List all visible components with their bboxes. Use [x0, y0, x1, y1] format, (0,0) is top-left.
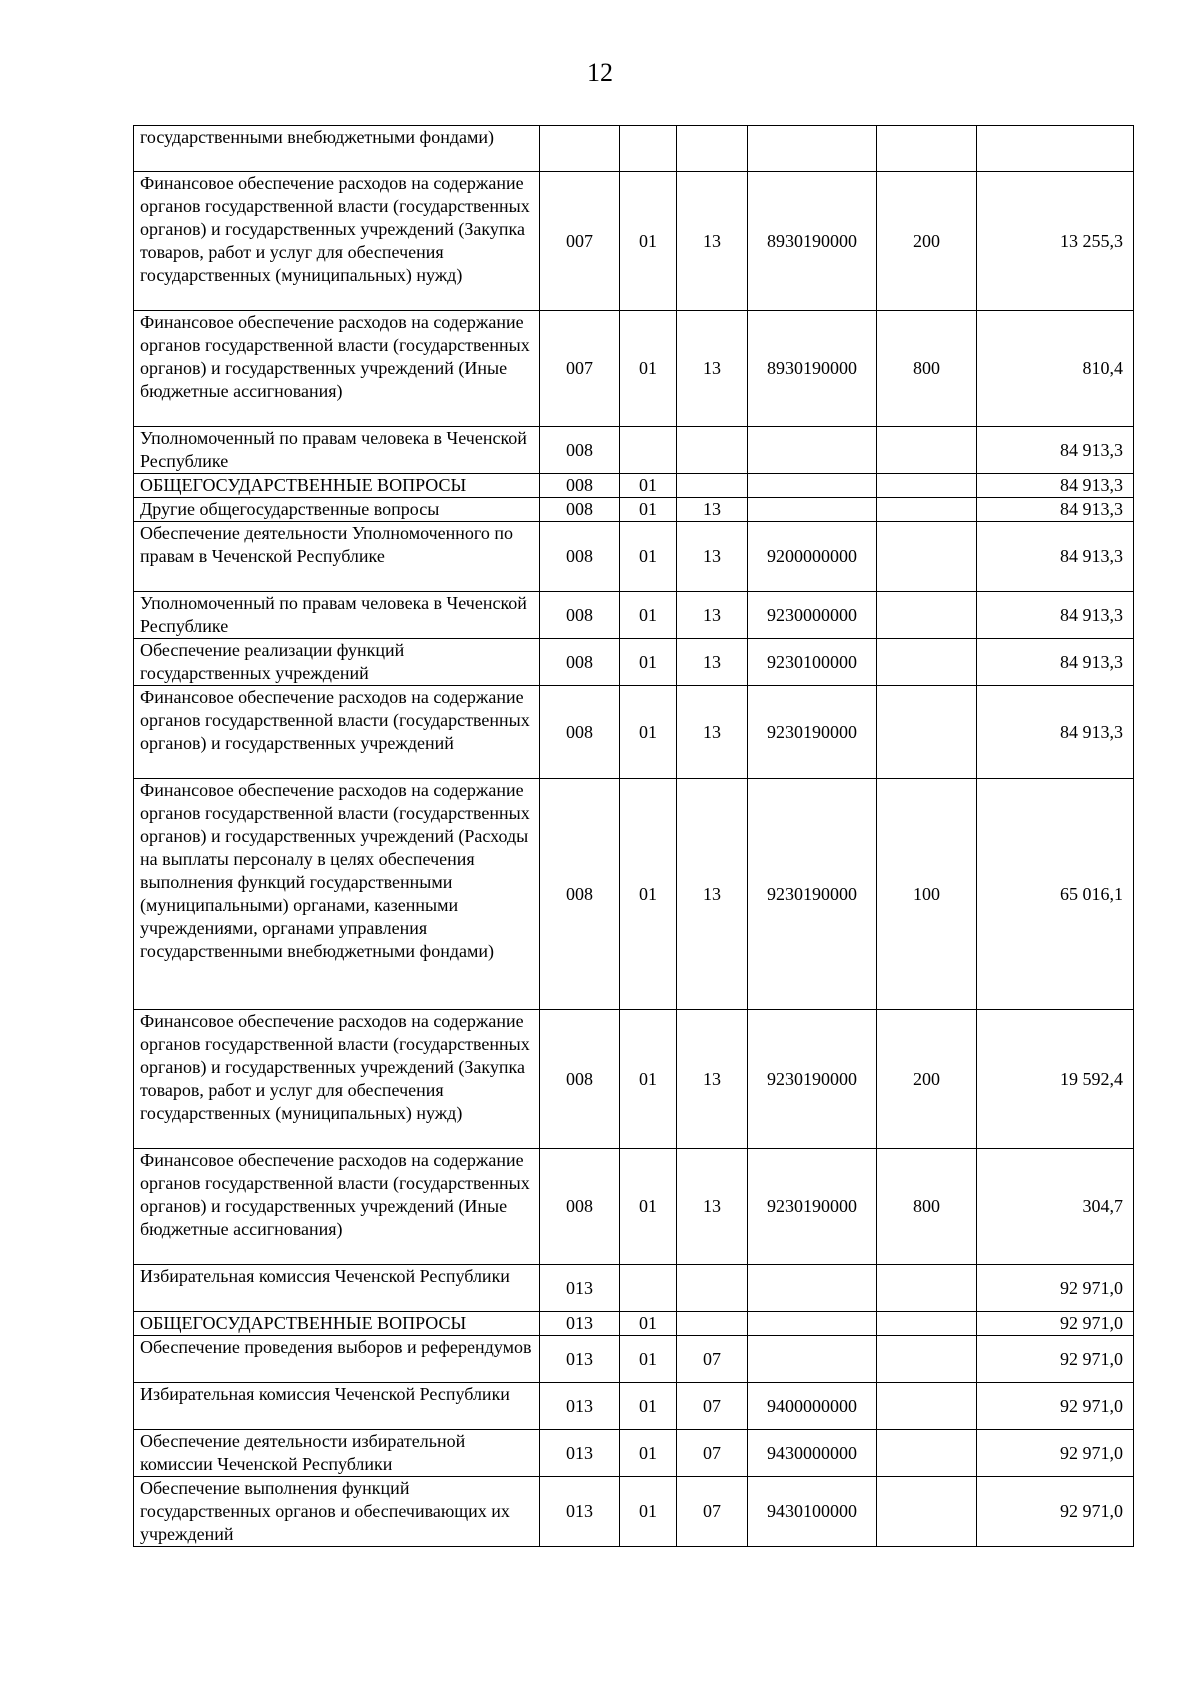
row-rz: 01	[620, 1430, 677, 1477]
row-vr: 200	[877, 1010, 977, 1149]
row-amount: 92 971,0	[977, 1312, 1134, 1336]
row-amount: 84 913,3	[977, 474, 1134, 498]
row-amount: 304,7	[977, 1149, 1134, 1265]
row-rz: 01	[620, 639, 677, 686]
row-amount: 84 913,3	[977, 686, 1134, 779]
row-name: Другие общегосударственные вопросы	[134, 498, 540, 522]
table-row	[134, 779, 1134, 1010]
row-name: Обеспечение деятельности Уполномоченного по правам в Чеченской Республике	[134, 522, 540, 592]
row-ved: 008	[540, 522, 620, 592]
row-csr: 9200000000	[748, 522, 877, 592]
row-ved: 013	[540, 1265, 620, 1312]
row-rz: 01	[620, 1383, 677, 1430]
table-row	[134, 1010, 1134, 1149]
table-row	[134, 427, 1134, 474]
row-rz: 01	[620, 1336, 677, 1383]
row-rz: 01	[620, 498, 677, 522]
table-row	[134, 126, 1134, 172]
table-row	[134, 1265, 1134, 1312]
row-pr: 13	[677, 779, 748, 1010]
row-ved: 008	[540, 686, 620, 779]
row-amount: 92 971,0	[977, 1265, 1134, 1312]
row-rz	[620, 427, 677, 474]
row-csr: 9230190000	[748, 686, 877, 779]
row-csr: 8930190000	[748, 311, 877, 427]
row-amount: 92 971,0	[977, 1336, 1134, 1383]
row-name: Финансовое обеспечение расходов на содержание органов государственной власти (государственных органов) и государственных учреждений (Закупка товаров, работ и услуг для обеспечения государственных (муниципальных) нужд)	[134, 1010, 540, 1149]
row-vr	[877, 474, 977, 498]
row-name: Избирательная комиссия Чеченской Республики	[134, 1265, 540, 1312]
row-rz: 01	[620, 592, 677, 639]
row-name: Финансовое обеспечение расходов на содержание органов государственной власти (государственных органов) и государственных учреждений (Закупка товаров, работ и услуг для обеспечения государственных (муниципальных) нужд)	[134, 172, 540, 311]
table-row	[134, 592, 1134, 639]
row-ved: 013	[540, 1430, 620, 1477]
row-pr: 13	[677, 1010, 748, 1149]
row-name: Уполномоченный по правам человека в Чеченской Республике	[134, 427, 540, 474]
row-amount: 19 592,4	[977, 1010, 1134, 1149]
row-rz: 01	[620, 686, 677, 779]
row-name: Финансовое обеспечение расходов на содержание органов государственной власти (государственных органов) и государственных учреждений (Иные бюджетные ассигнования)	[134, 311, 540, 427]
row-vr	[877, 1430, 977, 1477]
row-ved: 013	[540, 1383, 620, 1430]
row-rz: 01	[620, 311, 677, 427]
row-csr	[748, 1312, 877, 1336]
row-pr	[677, 126, 748, 172]
row-name: Обеспечение деятельности избирательной комиссии Чеченской Республики	[134, 1430, 540, 1477]
row-csr: 8930190000	[748, 172, 877, 311]
row-amount: 92 971,0	[977, 1477, 1134, 1547]
row-name: Финансовое обеспечение расходов на содержание органов государственной власти (государственных органов) и государственных учреждений (Расходы на выплаты персоналу в целях обеспечения выполнения функций государственными (муниципальными) органами, казенными учреждениями, органами управления государственными внебюджетными фондами)	[134, 779, 540, 1010]
table-row	[134, 522, 1134, 592]
row-ved: 008	[540, 779, 620, 1010]
row-csr	[748, 427, 877, 474]
page-number: 12	[587, 58, 613, 87]
row-rz: 01	[620, 1312, 677, 1336]
row-csr: 9230190000	[748, 1149, 877, 1265]
table-row	[134, 311, 1134, 427]
row-name: ОБЩЕГОСУДАРСТВЕННЫЕ ВОПРОСЫ	[134, 1312, 540, 1336]
row-rz	[620, 126, 677, 172]
row-vr	[877, 1336, 977, 1383]
row-pr: 13	[677, 639, 748, 686]
row-pr: 13	[677, 592, 748, 639]
row-name: Финансовое обеспечение расходов на содержание органов государственной власти (государственных органов) и государственных учреждений (Иные бюджетные ассигнования)	[134, 1149, 540, 1265]
row-pr: 07	[677, 1336, 748, 1383]
row-csr: 9430100000	[748, 1477, 877, 1547]
row-ved: 008	[540, 474, 620, 498]
row-ved	[540, 126, 620, 172]
row-vr	[877, 1312, 977, 1336]
row-ved: 008	[540, 592, 620, 639]
row-rz	[620, 1265, 677, 1312]
row-vr: 200	[877, 172, 977, 311]
row-pr: 07	[677, 1383, 748, 1430]
row-vr	[877, 639, 977, 686]
row-pr: 13	[677, 522, 748, 592]
row-name: Обеспечение проведения выборов и референдумов	[134, 1336, 540, 1383]
row-vr	[877, 686, 977, 779]
row-pr	[677, 1265, 748, 1312]
row-pr: 07	[677, 1430, 748, 1477]
row-pr	[677, 474, 748, 498]
row-name: Уполномоченный по правам человека в Чеченской Республике	[134, 592, 540, 639]
row-rz: 01	[620, 1477, 677, 1547]
row-vr	[877, 1477, 977, 1547]
table-row	[134, 1336, 1134, 1383]
row-csr: 9430000000	[748, 1430, 877, 1477]
row-amount: 13 255,3	[977, 172, 1134, 311]
table-row	[134, 1312, 1134, 1336]
row-vr	[877, 1383, 977, 1430]
row-csr	[748, 1265, 877, 1312]
row-vr	[877, 126, 977, 172]
table-row	[134, 498, 1134, 522]
row-vr: 800	[877, 1149, 977, 1265]
row-csr: 9400000000	[748, 1383, 877, 1430]
row-rz: 01	[620, 522, 677, 592]
row-vr	[877, 498, 977, 522]
row-name: государственными внебюджетными фондами)	[134, 126, 540, 172]
row-vr: 800	[877, 311, 977, 427]
row-rz: 01	[620, 474, 677, 498]
row-amount: 84 913,3	[977, 592, 1134, 639]
row-pr: 13	[677, 172, 748, 311]
row-vr	[877, 427, 977, 474]
row-name: ОБЩЕГОСУДАРСТВЕННЫЕ ВОПРОСЫ	[134, 474, 540, 498]
row-vr	[877, 592, 977, 639]
row-vr: 100	[877, 779, 977, 1010]
row-pr: 13	[677, 498, 748, 522]
row-pr	[677, 1312, 748, 1336]
row-ved: 013	[540, 1477, 620, 1547]
row-ved: 013	[540, 1312, 620, 1336]
row-pr: 13	[677, 311, 748, 427]
row-rz: 01	[620, 1149, 677, 1265]
row-ved: 013	[540, 1336, 620, 1383]
row-csr: 9230100000	[748, 639, 877, 686]
row-pr	[677, 427, 748, 474]
row-csr	[748, 474, 877, 498]
row-pr: 13	[677, 686, 748, 779]
table-row	[134, 639, 1134, 686]
row-name: Обеспечение выполнения функций государственных органов и обеспечивающих их учреждений	[134, 1477, 540, 1547]
table-row	[134, 172, 1134, 311]
row-csr	[748, 1336, 877, 1383]
row-ved: 007	[540, 172, 620, 311]
row-rz: 01	[620, 1010, 677, 1149]
row-amount: 84 913,3	[977, 498, 1134, 522]
row-amount: 65 016,1	[977, 779, 1134, 1010]
budget-table	[133, 125, 1134, 1547]
row-pr: 13	[677, 1149, 748, 1265]
row-csr: 9230190000	[748, 779, 877, 1010]
row-amount: 84 913,3	[977, 427, 1134, 474]
row-ved: 007	[540, 311, 620, 427]
row-amount	[977, 126, 1134, 172]
row-csr	[748, 126, 877, 172]
row-ved: 008	[540, 498, 620, 522]
row-ved: 008	[540, 1010, 620, 1149]
table-row	[134, 1149, 1134, 1265]
table-row	[134, 474, 1134, 498]
row-rz: 01	[620, 172, 677, 311]
row-amount: 84 913,3	[977, 639, 1134, 686]
row-csr: 9230190000	[748, 1010, 877, 1149]
row-amount: 84 913,3	[977, 522, 1134, 592]
row-amount: 92 971,0	[977, 1383, 1134, 1430]
row-csr	[748, 498, 877, 522]
row-name: Финансовое обеспечение расходов на содержание органов государственной власти (государственных органов) и государственных учреждений	[134, 686, 540, 779]
table-row	[134, 686, 1134, 779]
row-csr: 9230000000	[748, 592, 877, 639]
row-amount: 810,4	[977, 311, 1134, 427]
table-row	[134, 1383, 1134, 1430]
row-name: Обеспечение реализации функций государственных учреждений	[134, 639, 540, 686]
row-rz: 01	[620, 779, 677, 1010]
row-vr	[877, 522, 977, 592]
row-ved: 008	[540, 427, 620, 474]
row-ved: 008	[540, 1149, 620, 1265]
row-ved: 008	[540, 639, 620, 686]
row-amount: 92 971,0	[977, 1430, 1134, 1477]
table-row	[134, 1430, 1134, 1477]
row-name: Избирательная комиссия Чеченской Республики	[134, 1383, 540, 1430]
row-vr	[877, 1265, 977, 1312]
table-row	[134, 1477, 1134, 1547]
table-body	[134, 126, 1134, 1547]
row-pr: 07	[677, 1477, 748, 1547]
